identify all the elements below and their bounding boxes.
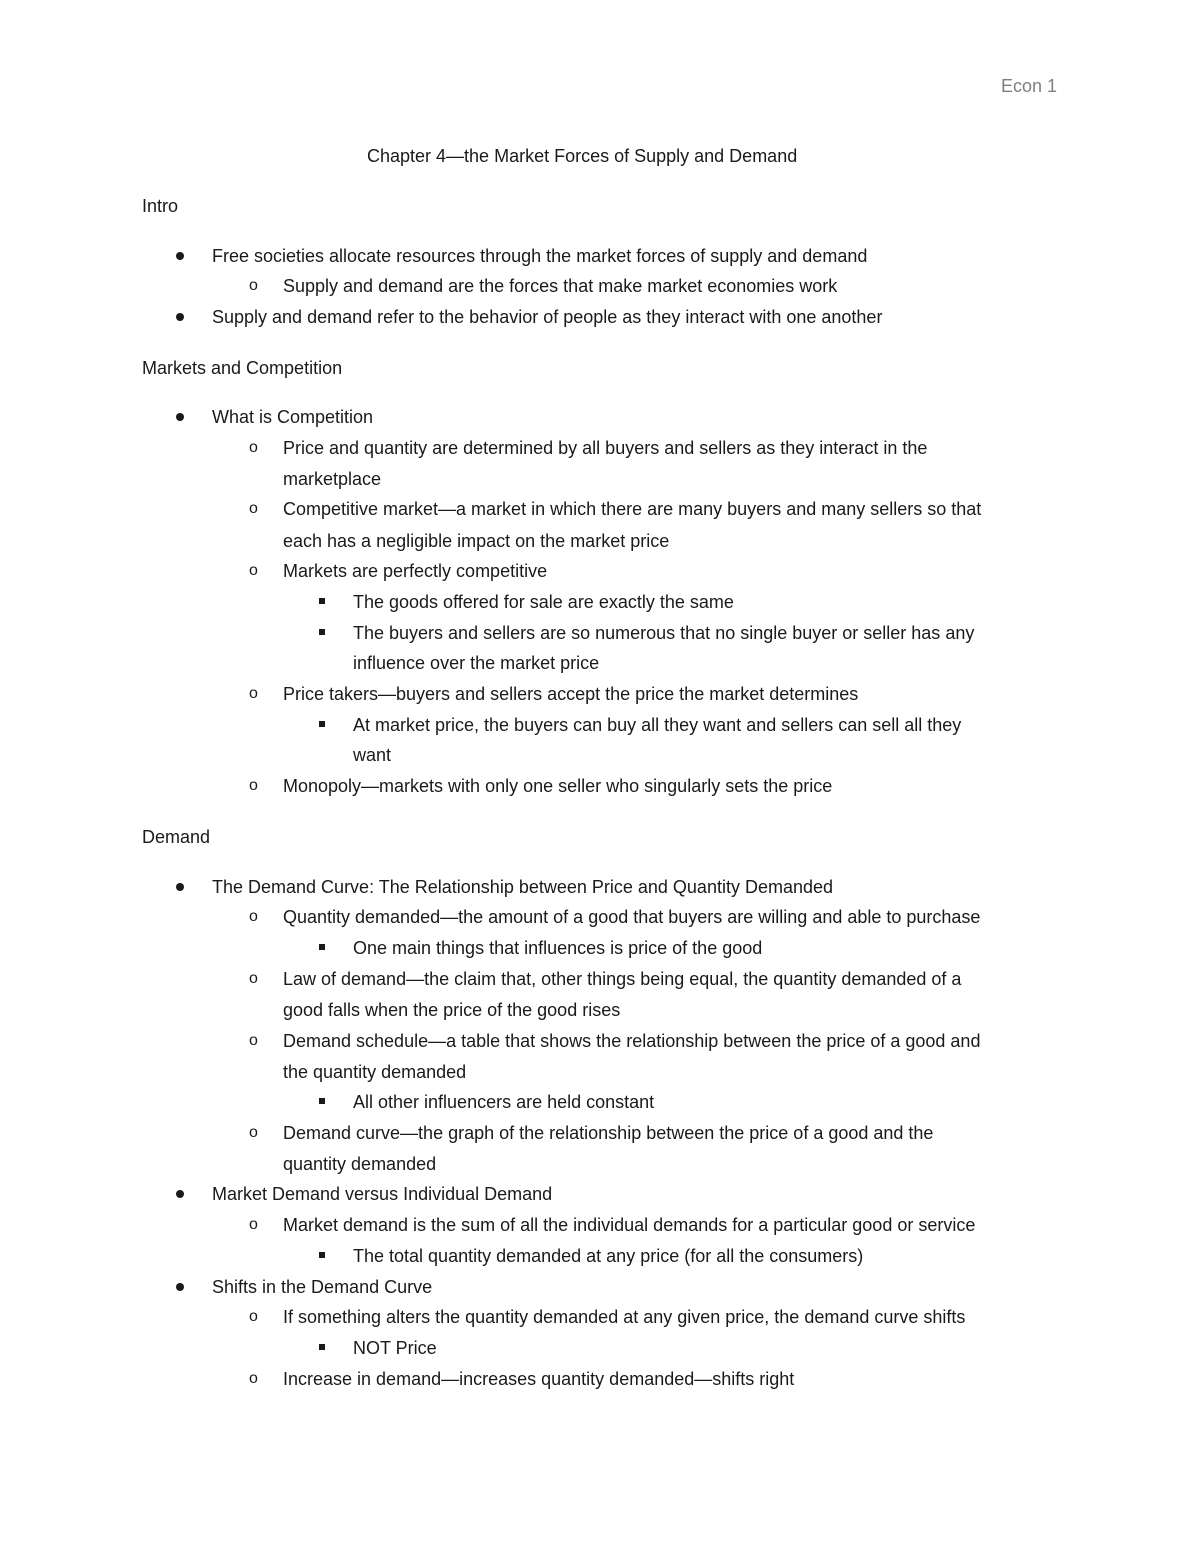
list-item: NOT Price: [353, 1338, 437, 1358]
list-item: All other influencers are held constant: [353, 1092, 655, 1112]
list-item: Markets are perfectly competitive: [283, 561, 548, 581]
list-item: Price and quantity are determined by all buyers and sellers as they interact in the: [283, 438, 928, 458]
bullet-circle: o: [249, 1032, 258, 1049]
bullet-square: [319, 1252, 325, 1258]
list-item: Demand curve—the graph of the relationship between the price of a good and the: [283, 1123, 934, 1143]
list-item: Increase in demand—increases quantity demanded—shifts right: [283, 1369, 795, 1389]
list-item: The Demand Curve: The Relationship between Price and Quantity Demanded: [212, 877, 834, 897]
bullet-disc: [176, 1283, 184, 1291]
list-item-continuation: each has a negligible impact on the market price: [283, 531, 670, 551]
bullet-circle: o: [249, 1308, 258, 1325]
bullet-square: [319, 721, 325, 727]
list-item: Monopoly—markets with only one seller who singularly sets the price: [283, 776, 833, 796]
list-item: What is Competition: [212, 407, 374, 427]
bullet-square: [319, 944, 325, 950]
bullet-circle: o: [249, 970, 258, 987]
list-item: Shifts in the Demand Curve: [212, 1277, 433, 1297]
page-title: Chapter 4—the Market Forces of Supply and Demand: [367, 146, 798, 166]
list-item: One main things that influences is price of the good: [353, 938, 763, 958]
section-heading-intro: Intro: [142, 196, 179, 216]
bullet-disc: [176, 1190, 184, 1198]
list-item-continuation: good falls when the price of the good rises: [283, 1000, 621, 1020]
bullet-circle: o: [249, 777, 258, 794]
bullet-circle: o: [249, 277, 258, 294]
list-item-continuation: marketplace: [283, 469, 382, 489]
page-header: Econ 1: [1001, 76, 1058, 96]
list-item: Free societies allocate resources through the market forces of supply and demand: [212, 246, 868, 266]
bullet-circle: o: [249, 1216, 258, 1233]
bullet-circle: o: [249, 685, 258, 702]
bullet-square: [319, 1344, 325, 1350]
bullet-disc: [176, 883, 184, 891]
bullet-square: [319, 629, 325, 635]
bullet-circle: o: [249, 439, 258, 456]
bullet-circle: o: [249, 1124, 258, 1141]
list-item: The total quantity demanded at any price (for all the consumers): [353, 1246, 864, 1266]
list-item-continuation: the quantity demanded: [283, 1062, 467, 1082]
bullet-circle: o: [249, 908, 258, 925]
bullet-circle: o: [249, 562, 258, 579]
bullet-square: [319, 1098, 325, 1104]
bullet-disc: [176, 313, 184, 321]
bullet-circle: o: [249, 500, 258, 517]
bullet-square: [319, 598, 325, 604]
list-item: Market demand is the sum of all the individual demands for a particular good or service: [283, 1215, 976, 1235]
section-heading-demand: Demand: [142, 827, 211, 847]
list-item: Supply and demand refer to the behavior of people as they interact with one another: [212, 307, 883, 327]
bullet-disc: [176, 252, 184, 260]
list-item: Market Demand versus Individual Demand: [212, 1184, 553, 1204]
list-item: Supply and demand are the forces that make market economies work: [283, 276, 838, 296]
list-item: Law of demand—the claim that, other things being equal, the quantity demanded of a: [283, 969, 962, 989]
list-item-continuation: want: [353, 745, 392, 765]
list-item-continuation: influence over the market price: [353, 653, 600, 673]
list-item: Price takers—buyers and sellers accept the price the market determines: [283, 684, 859, 704]
list-item: The goods offered for sale are exactly the same: [353, 592, 734, 612]
section-heading-markets: Markets and Competition: [142, 358, 343, 378]
list-item: Competitive market—a market in which there are many buyers and many sellers so that: [283, 499, 982, 519]
bullet-circle: o: [249, 1370, 258, 1387]
list-item: Quantity demanded—the amount of a good that buyers are willing and able to purchase: [283, 907, 981, 927]
bullet-disc: [176, 413, 184, 421]
list-item: If something alters the quantity demanded at any given price, the demand curve shifts: [283, 1307, 966, 1327]
list-item: Demand schedule—a table that shows the relationship between the price of a good and: [283, 1031, 981, 1051]
list-item-continuation: quantity demanded: [283, 1154, 437, 1174]
list-item: At market price, the buyers can buy all they want and sellers can sell all they: [353, 715, 962, 735]
list-item: The buyers and sellers are so numerous that no single buyer or seller has any: [353, 623, 975, 643]
